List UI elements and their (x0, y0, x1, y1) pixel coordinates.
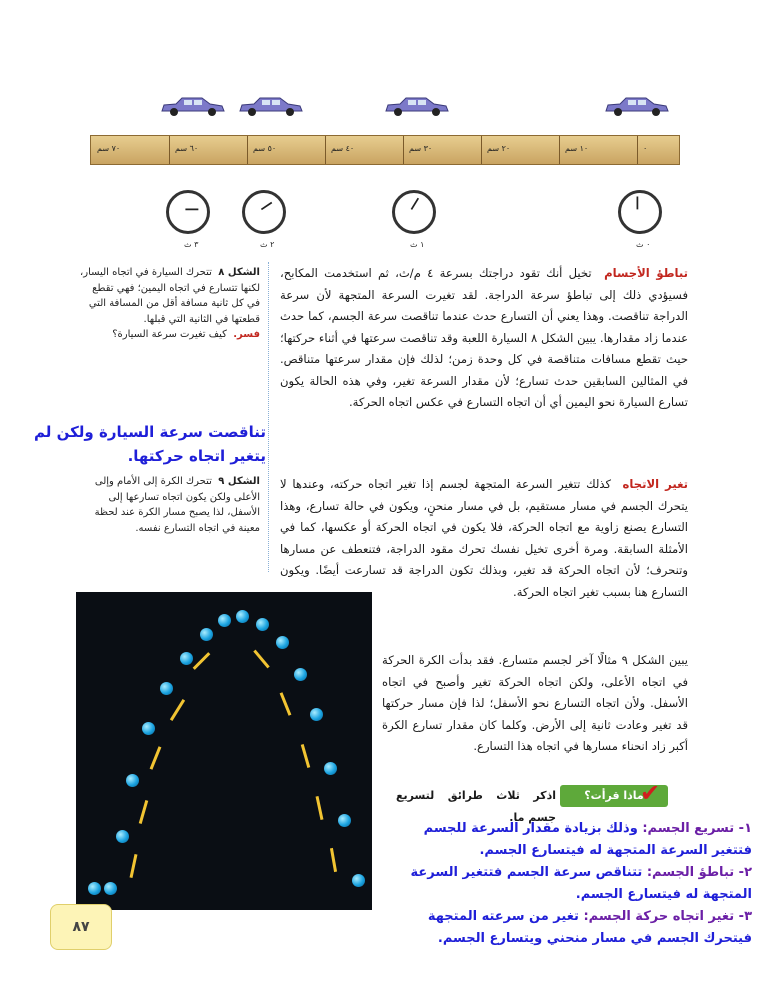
figure-9-ball-trajectory-photo (76, 592, 372, 910)
answer-2 (400, 862, 752, 906)
ruler-label-0: ٠ (643, 144, 648, 153)
figure-9-caption-text: تتحرك الكرة إلى الأمام وإلى الأعلى ولكن يكون اتجاه تسارعها إلى الأسفل، لذا يصبح مسار الكرة عند لحظة معينة في اتجاه التسارع نفسه. (94, 476, 260, 534)
column-divider (268, 262, 269, 572)
ruler-label-60: ٦٠ سم (175, 144, 199, 153)
answer-2-label: ٢- تباطؤ الجسم: (646, 865, 752, 880)
reading-check-question: اذكر ثلاث طرائق لتسريع جسم ما. (396, 789, 556, 824)
toy-car-1s (382, 96, 450, 118)
figure-8-caption (76, 265, 260, 343)
clock-3s-icon (166, 190, 210, 234)
answer-1 (400, 818, 752, 862)
reading-check-badge: ماذا قرأت؟ (560, 785, 668, 807)
toy-car-3s (158, 96, 226, 118)
figure-8-caption-title: الشكل ٨ (218, 267, 260, 278)
clock-2s-icon (242, 190, 286, 234)
figure-8-question-label: فسر. (233, 329, 260, 340)
ruler-label-70: ٧٠ سم (97, 144, 121, 153)
page-number: ٨٧ (50, 904, 112, 950)
section-deceleration (280, 263, 688, 414)
section-body-deceleration: تخيل أنك تقود دراجتك بسرعة ٤ م/ث، ثم استخدمت المكابح، فسيؤدي ذلك إلى تباطؤ سرعة الدراجة. لقد تغيرت السرعة المتجهة لأن سرعة الدراجة تناقصت. وهذا يعني أن التسارع حدث عندما تناقصت سرعة الجسم، كما حدث عندما زاد مقدارها. يبين الشكل ٨ السيارة اللعبة وقد تناقصت سرعتها في أثناء حركتها؛ حيث تقطع مسافات متناقصة في كل وحدة زمن؛ لذلك فإن مقدار سرعتها متناقص. في المثالين السابقين حدث تسارع؛ لأن مقدار السرعة تغير، وفي هذه الحالة يكون تسارع السيارة نحو اليمين أي أن اتجاه التسارع في عكس اتجاه الحركة. (280, 266, 688, 409)
ruler-label-40: ٤٠ سم (331, 144, 355, 153)
clock-label-0: ٠ ث (636, 240, 651, 249)
clock-1s-icon (392, 190, 436, 234)
measuring-ruler (90, 135, 680, 165)
ruler-label-50: ٥٠ سم (253, 144, 277, 153)
section-body-direction: كذلك تتغير السرعة المتجهة لجسم إذا تغير اتجاه حركته، وعندها لا يتحرك الجسم في مسار مستقيم، بل في مسار منحنٍ، ويكون في حالة تسارع، وهذا التسارع يصنع زاوية مع اتجاه الحركة، فلا يكون في اتجاه الحركة أو عكسها، كما في الأمثلة السابقة. ومرة أخرى تخيل نفسك تحرك مقود الدراجة، فتنعطف عن مسارها وتنحرف؛ لأن اتجاه الحركة قد تغير، وبذلك تكون الدراجة قد تسارعت أيضًا. ويكون التسارع هنا بسبب تغير اتجاه الحركة. (280, 477, 688, 599)
answer-3-text: تغير من سرعته المتجهة فيتحرك الجسم في مسار منحني ويتسارع الجسم. (427, 909, 752, 946)
checkmark-icon: ✔ (640, 779, 661, 807)
figure-8-question: كيف تغيرت سرعة السيارة؟ (112, 329, 227, 340)
figure-8-handwritten-answer: تناقصت سرعة السيارة ولكن لم يتغير اتجاه حركتها. (33, 423, 266, 465)
clock-0s-icon (618, 190, 662, 234)
answer-1-text: وذلك بزيادة مقدار السرعة للجسم فتتغير السرعة المتجهة له فيتسارع الجسم. (423, 821, 752, 858)
figure-8-caption-text: تتحرك السيارة في اتجاه اليسار، لكنها تتسارع في اتجاه اليمين؛ فهي تقطع في كل ثانية مسافة أقل من المسافة التي قطعتها في الثانية التي قبلها. (80, 267, 260, 325)
toy-car-0s (602, 96, 670, 118)
section-direction-change (280, 474, 688, 603)
answer-3 (400, 906, 752, 950)
clock-label-2: ٢ ث (260, 240, 275, 249)
section-direction-body-2: يبين الشكل ٩ مثالًا آخر لجسم متسارع. فقد بدأت الكرة الحركة في اتجاه الأعلى، ولكن اتجاه الحركة تغير وأصبح في اتجاه الأسفل. ولأن اتجاه التسارع نحو الأسفل؛ لذا فإن مسار حركتها قد تغير وعادت ثانية إلى الأرض. وكلما كان مقدار تسارع الكرة أكبر زاد انحناء مسارها في اتجاه هذا التسارع. (382, 653, 689, 753)
ruler-label-10: ١٠ سم (565, 144, 589, 153)
ruler-label-20: ٢٠ سم (487, 144, 511, 153)
section-heading-direction: تغير الاتجاه (622, 477, 688, 491)
ruler-label-30: ٣٠ سم (409, 144, 433, 153)
clock-label-1: ١ ث (410, 240, 425, 249)
section-heading-deceleration: تباطؤ الأجسام (604, 266, 689, 280)
answer-2-text: تتناقص سرعة الجسم فتتغير السرعة المتجهة له فيتسارع الجسم. (410, 865, 752, 902)
figure-9-caption-title: الشكل ٩ (218, 476, 260, 487)
toy-car-2s (236, 96, 304, 118)
figure-8-illustration (90, 90, 680, 260)
figure-9-caption (76, 474, 260, 536)
clock-label-3: ٣ ث (184, 240, 199, 249)
answer-3-label: ٣- تغير اتجاه حركة الجسم: (583, 909, 752, 924)
answer-1-label: ١- تسريع الجسم: (642, 821, 752, 836)
